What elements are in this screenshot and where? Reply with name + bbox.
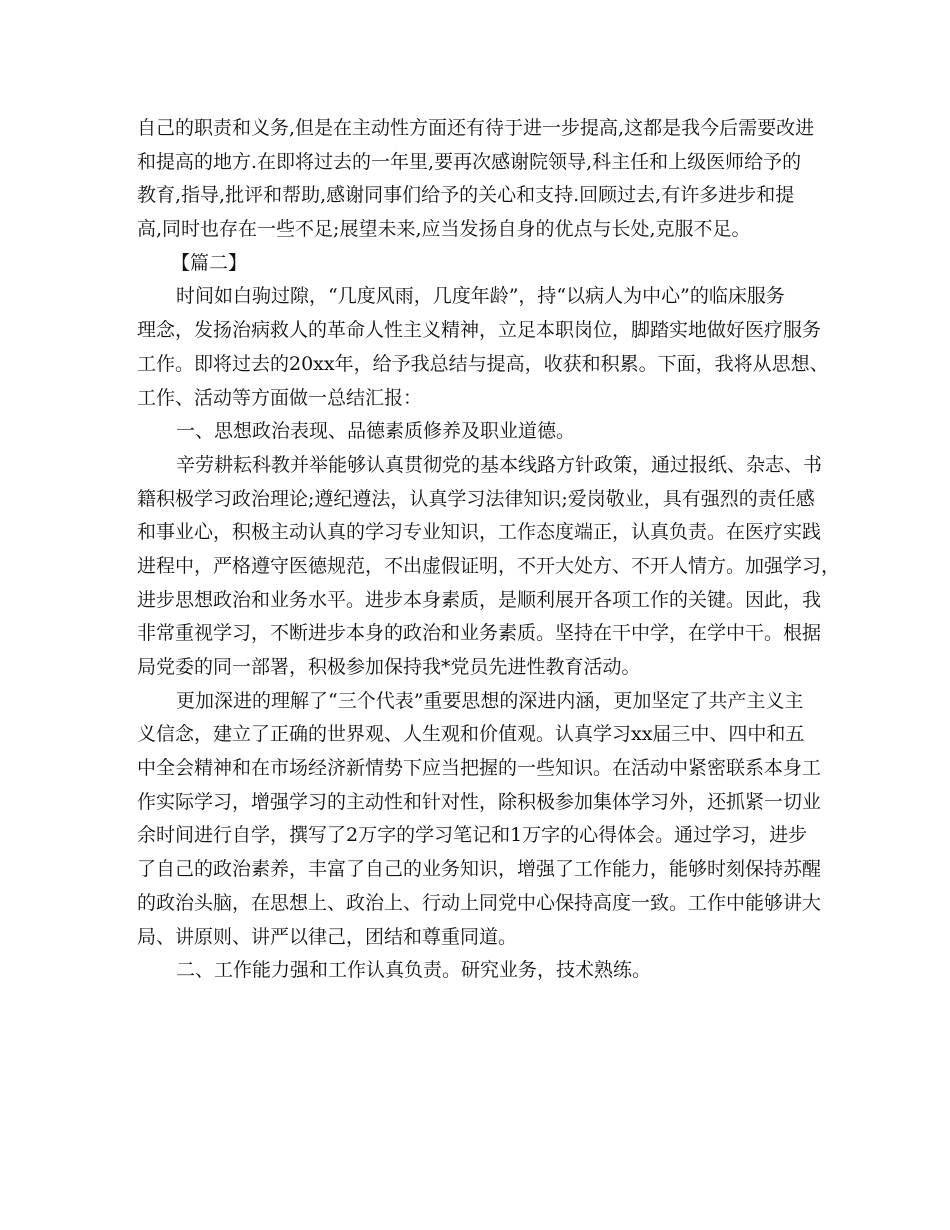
body-line: 更加深进的理解了“三个代表”重要思想的深进内涵，更加坚定了共产主义主 bbox=[176, 689, 804, 712]
body-line: 非常重视学习，不断进步本身的政治和业务素质。坚持在干中学，在学中干。根据 bbox=[137, 622, 822, 645]
body-line: 局、讲原则、讲严以律己，团结和尊重同道。 bbox=[137, 925, 518, 948]
body-line: 中全会精神和在市场经济新情势下应当把握的一些知识。在活动中紧密联系本身工 bbox=[137, 757, 822, 780]
body-line: 作实际学习，增强学习的主动性和针对性，除积极参加集体学习外，还抓紧一切业 bbox=[137, 790, 822, 813]
body-line: 高,同时也存在一些不足;展望未来,应当发扬自身的优点与长处,克服不足。 bbox=[137, 218, 751, 241]
body-line: 理念，发扬治病救人的革命人性主义精神，立足本职岗位，脚踏实地做好医疗服务 bbox=[137, 319, 822, 342]
body-line: 余时间进行自学，撰写了2万字的学习笔记和1万字的心得体会。通过学习，进步 bbox=[137, 824, 808, 847]
body-line: 辛劳耕耘科教并举能够认真贯彻党的基本线路方针政策，通过报纸、杂志、书 bbox=[176, 453, 823, 476]
subsection-heading: 一、思想政治表现、品德素质修养及职业道德。 bbox=[176, 420, 576, 443]
body-line: 的政治头脑，在思想上、政治上、行动上同党中心保持高度一致。工作中能够讲大 bbox=[137, 891, 822, 914]
body-line: 时间如白驹过隙，“几度风雨，几度年龄”，持“以病人为中心”的临床服务 bbox=[176, 285, 785, 308]
body-line: 局党委的同一部署，积极参加保持我*党员先进性教育活动。 bbox=[137, 656, 641, 678]
body-line: 教育,指导,批评和帮助,感谢同事们给予的关心和支持.回顾过去,有许多进步和提 bbox=[137, 184, 795, 207]
body-line: 进程中，严格遵守医德规范，不出虚假证明，不开大处方、不开人情方。加强学习， bbox=[137, 554, 841, 577]
body-line: 工作。即将过去的20xx年，给予我总结与提高，收获和积累。下面，我将从思想、 bbox=[137, 352, 829, 375]
body-line: 了自己的政治素养，丰富了自己的业务知识，增强了工作能力，能够时刻保持苏醒 bbox=[137, 858, 822, 881]
body-line: 和事业心，积极主动认真的学习专业知识，工作态度端正，认真负责。在医疗实践 bbox=[137, 521, 822, 544]
body-line: 和提高的地方.在即将过去的一年里,要再次感谢院领导,科主任和上级医师给予的 bbox=[137, 150, 802, 173]
body-line: 自己的职责和义务,但是在主动性方面还有待于进一步提高,这都是我今后需要改进 bbox=[137, 117, 815, 139]
body-line: 义信念，建立了正确的世界观、人生观和价值观。认真学习xx届三中、四中和五 bbox=[137, 723, 805, 746]
body-line: 籍积极学习政治理论;遵纪遵法，认真学习法律知识;爱岗敬业，具有强烈的责任感 bbox=[137, 487, 815, 510]
body-line: 进步思想政治和业务水平。进步本身素质，是顺利展开各项工作的关键。因此，我 bbox=[137, 588, 822, 611]
section-heading: 【篇二】 bbox=[171, 251, 248, 274]
document-body bbox=[137, 112, 841, 988]
subsection-heading: 二、工作能力强和工作认真负责。研究业务，技术熟练。 bbox=[176, 959, 652, 982]
body-line: 工作、活动等方面做一总结汇报： bbox=[137, 386, 423, 409]
